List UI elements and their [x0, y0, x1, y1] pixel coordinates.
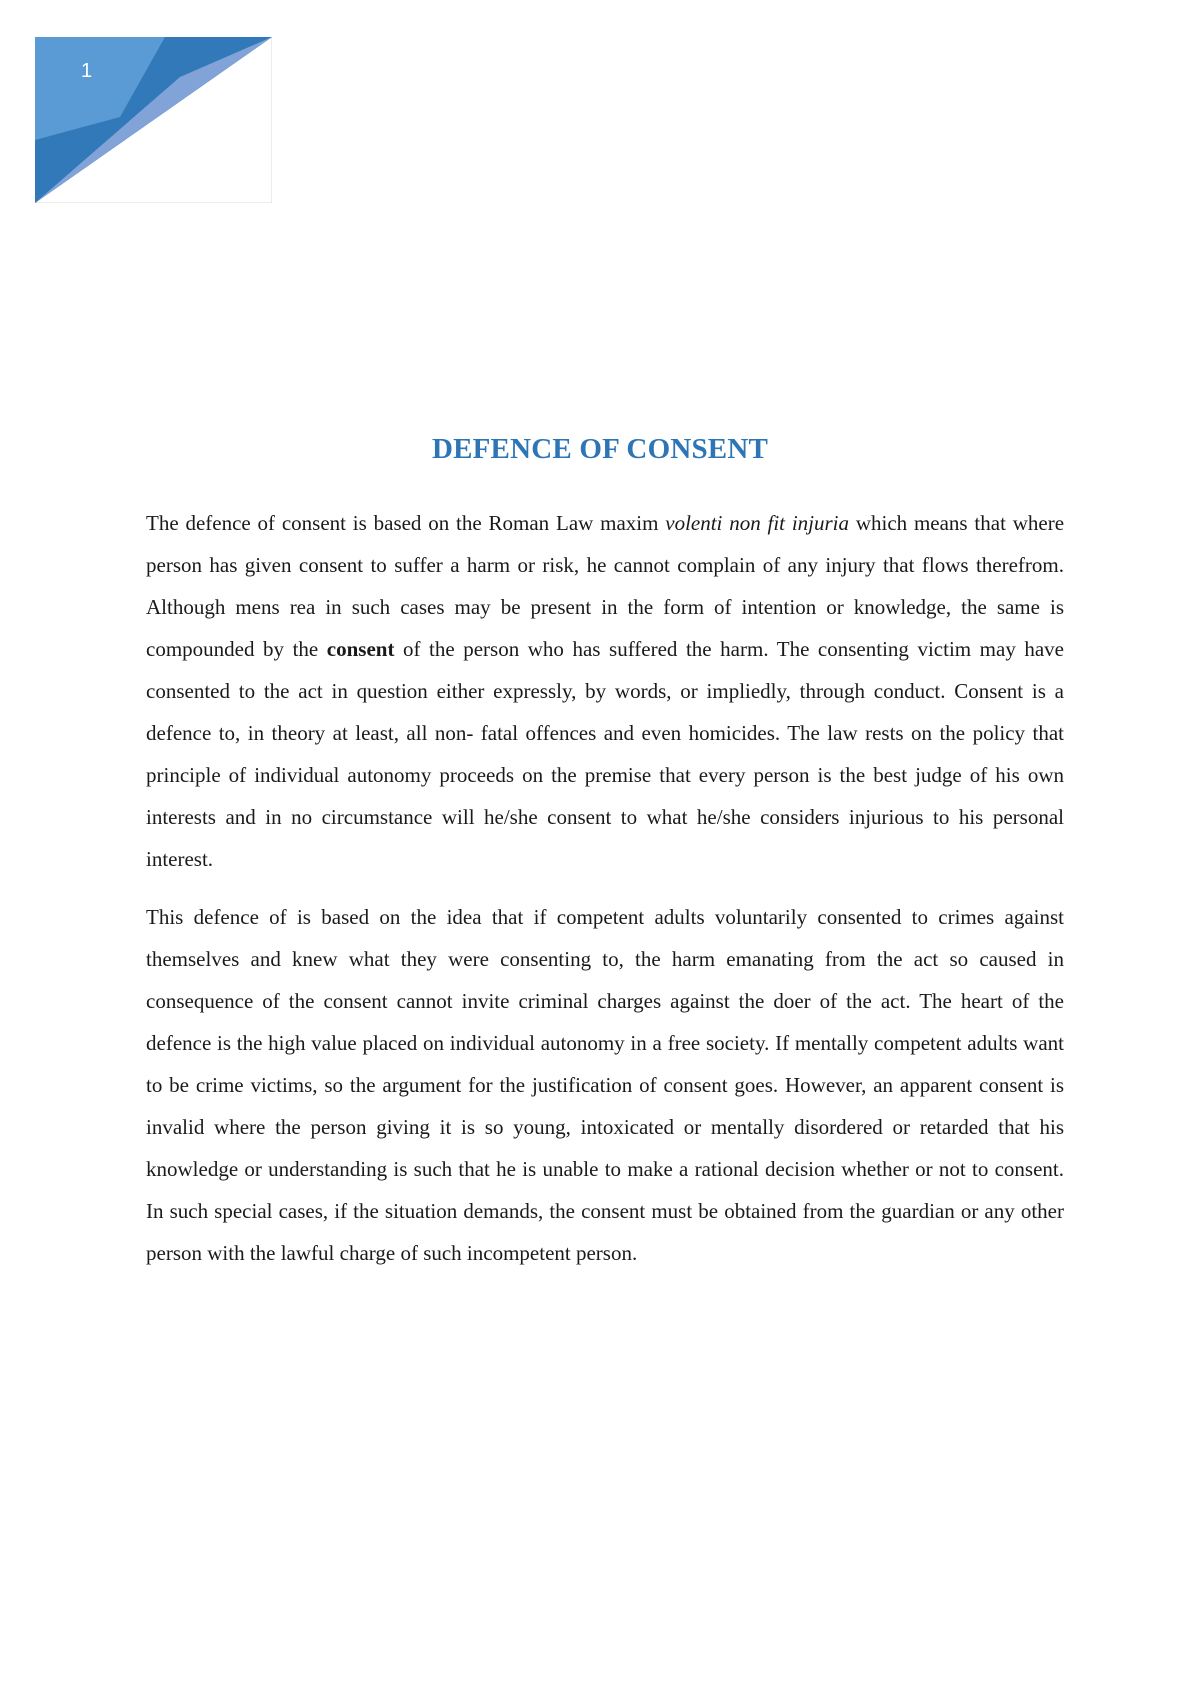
latin-maxim: volenti non fit injuria — [665, 511, 850, 535]
badge-graphic — [35, 37, 272, 203]
bold-term-consent: consent — [326, 637, 395, 661]
page-number: 1 — [81, 60, 93, 82]
document-title: DEFENCE OF CONSENT — [431, 433, 769, 465]
paragraph-1 — [146, 502, 1064, 880]
paragraph-1-text-b: which means that where person has given consent to suffer a harm or risk, he cannot complain of any injury that flows therefrom. Although mens rea in such cases may be present in the form of intention or knowledge, the same is compounded by the — [146, 511, 1065, 661]
paragraph-1-text-c: of the person who has suffered the harm. The consenting victim may have consented to the act in question either expressly, by words, or impliedly, through conduct. Consent is a defence to, in theory at least, all non- fatal offences and even homicides. The law rests on the policy that principle of individual autonomy proceeds on the premise that every person is the best judge of his own interests and in no circumstance will he/she consent to what he/she considers injurious to his personal interest. — [146, 637, 1065, 871]
paragraph-2: This defence of is based on the idea that if competent adults voluntarily consented to crimes against themselves and knew what they were consenting to, the harm emanating from the act so caused in consequence of the consent cannot invite criminal charges against the doer of the act. The heart of the defence is the high value placed on individual autonomy in a free society. If mentally competent adults want to be crime victims, so the argument for the justification of consent goes. However, an apparent consent is invalid where the person giving it is so young, intoxicated or mentally disordered or retarded that his knowledge or understanding is such that he is unable to make a rational decision whether or not to consent. In such special cases, if the situation demands, the consent must be obtained from the guardian or any other person with the lawful charge of such incompetent person. — [146, 905, 1064, 1265]
paragraph-1-text-a: The defence of consent is based on the Roman Law maxim — [146, 511, 666, 535]
document-body — [146, 502, 1064, 1290]
page-number-badge — [35, 37, 272, 203]
